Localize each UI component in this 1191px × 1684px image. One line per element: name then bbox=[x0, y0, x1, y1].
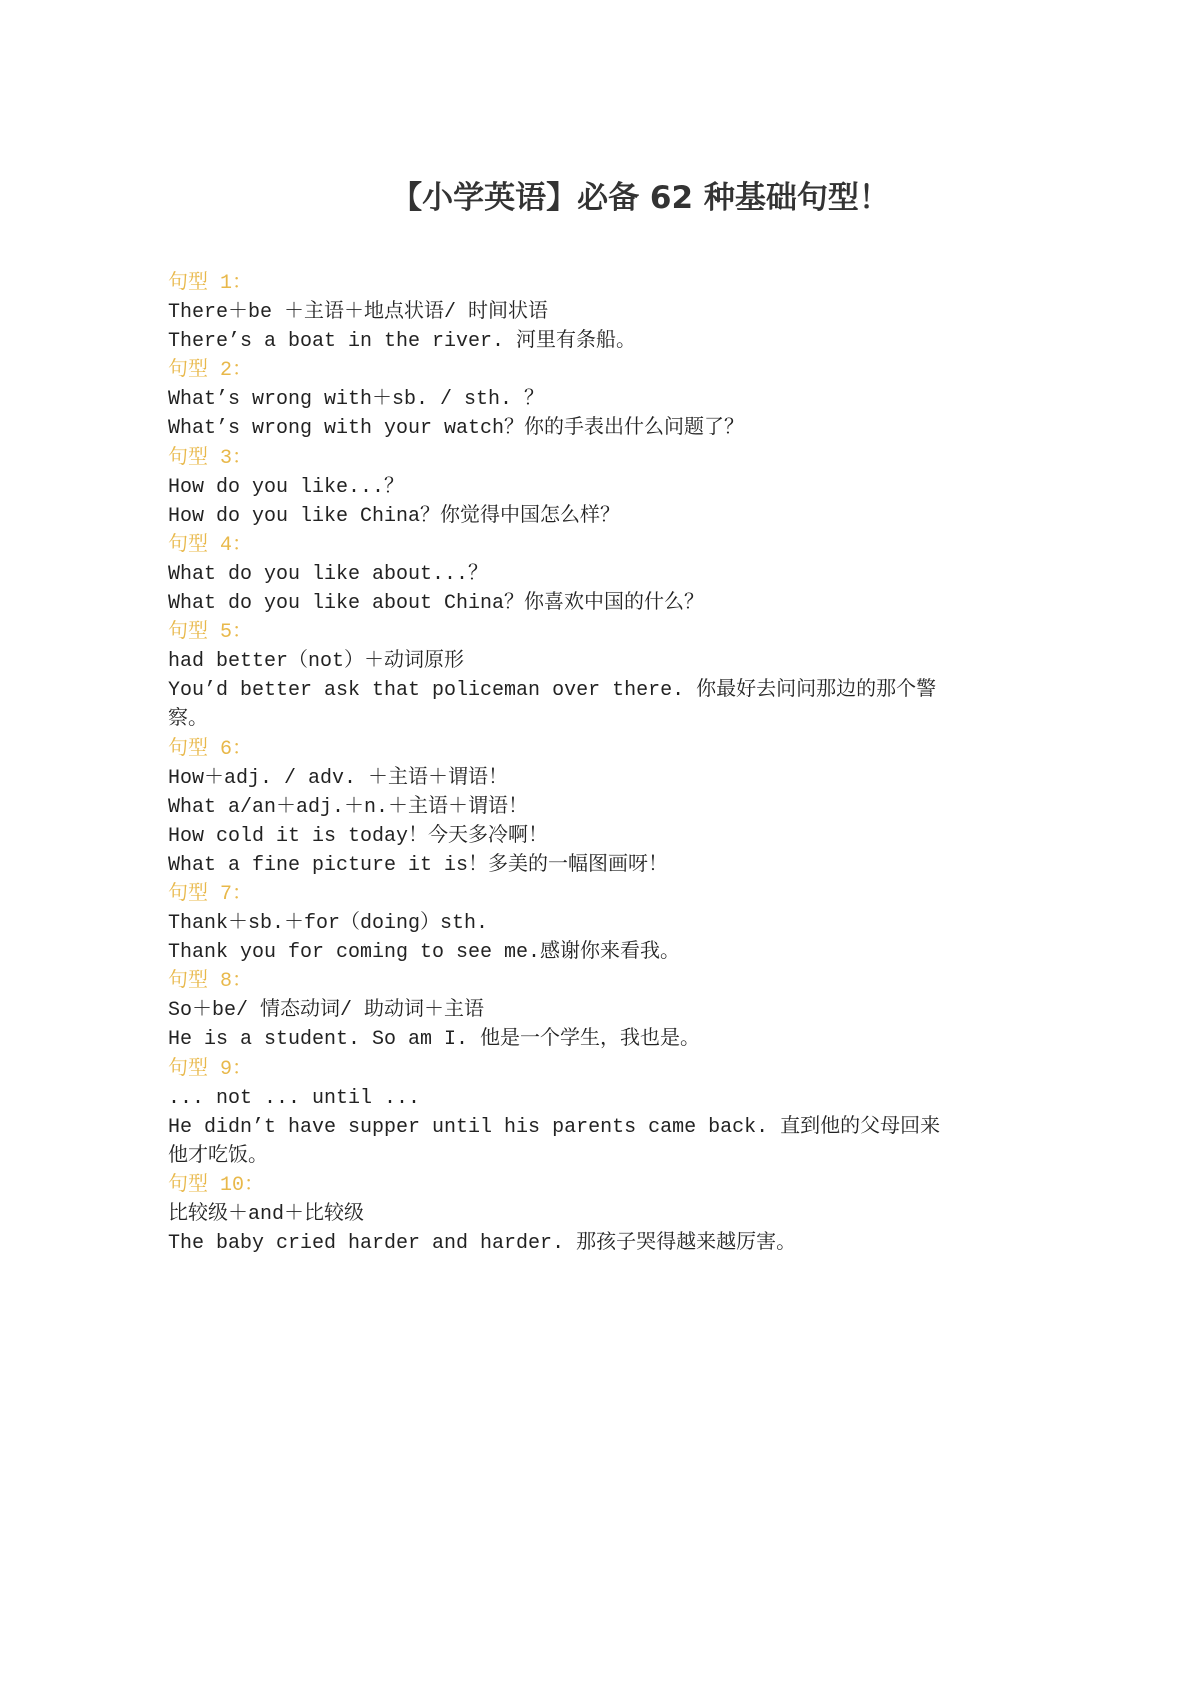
sentence-pattern-section bbox=[168, 967, 946, 1054]
section-heading: 句型 4： bbox=[168, 533, 253, 557]
section-heading: 句型 5： bbox=[168, 621, 253, 645]
sentence-pattern-section bbox=[168, 356, 946, 443]
sentence-pattern-section bbox=[168, 1055, 946, 1171]
pattern-formula: What do you like about...？ bbox=[168, 562, 489, 586]
pattern-formula: ... not ... until ... bbox=[168, 1086, 421, 1110]
section-heading: 句型 3： bbox=[168, 446, 253, 470]
sentence-pattern-section bbox=[168, 618, 946, 734]
section-heading: 句型 8： bbox=[168, 970, 253, 994]
pattern-formula: So＋be/ 情态动词/ 助动词＋主语 bbox=[168, 999, 485, 1023]
sentence-pattern-section bbox=[168, 735, 946, 880]
example-sentence: He didn’t have supper until his parents came back. 直到他的父母回来他才吃饭。 bbox=[168, 1115, 941, 1168]
sentence-pattern-section bbox=[168, 531, 946, 618]
example-sentence: You’d better ask that policeman over there. 你最好去问问那边的那个警察。 bbox=[168, 679, 937, 732]
example-sentence: What a/an＋adj.＋n.＋主语＋谓语！ bbox=[168, 795, 529, 819]
example-sentence: What do you like about China？你喜欢中国的什么？ bbox=[168, 592, 705, 616]
example-sentence: How cold it is today！今天多冷啊！ bbox=[168, 824, 549, 848]
example-sentence: What’s wrong with your watch？你的手表出什么问题了？ bbox=[168, 417, 745, 441]
section-heading: 句型 10： bbox=[168, 1173, 265, 1197]
example-sentence: There’s a boat in the river. 河里有条船。 bbox=[168, 330, 637, 354]
document-title: 【小学英语】必备 62 种基础句型！ bbox=[391, 180, 890, 216]
pattern-formula: How＋adj. / adv. ＋主语＋谓语！ bbox=[168, 766, 509, 790]
sentence-pattern-section bbox=[168, 444, 946, 531]
section-heading: 句型 7： bbox=[168, 882, 253, 906]
example-sentence: He is a student. So am I. 他是一个学生，我也是。 bbox=[168, 1028, 701, 1052]
pattern-formula: 比较级＋and＋比较级 bbox=[168, 1203, 365, 1226]
pattern-formula: How do you like...？ bbox=[168, 475, 405, 499]
section-heading: 句型 9： bbox=[168, 1057, 253, 1081]
section-heading: 句型 6： bbox=[168, 737, 253, 761]
example-sentence: Thank you for coming to see me.感谢你来看我。 bbox=[168, 941, 681, 965]
example-sentence: What a fine picture it is！多美的一幅图画呀！ bbox=[168, 853, 669, 877]
sentence-pattern-section bbox=[168, 269, 946, 356]
sentence-pattern-section bbox=[168, 880, 946, 967]
document-body bbox=[168, 269, 946, 1258]
pattern-formula: What’s wrong with＋sb. / sth. ？ bbox=[168, 388, 545, 412]
pattern-formula: had better（not）＋动词原形 bbox=[168, 650, 465, 674]
sentence-pattern-section bbox=[168, 1171, 946, 1258]
pattern-formula: Thank＋sb.＋for（doing）sth. bbox=[168, 912, 489, 936]
pattern-formula: There＋be ＋主语＋地点状语/ 时间状语 bbox=[168, 301, 549, 325]
section-heading: 句型 1： bbox=[168, 272, 253, 295]
section-heading: 句型 2： bbox=[168, 359, 253, 383]
example-sentence: How do you like China？你觉得中国怎么样？ bbox=[168, 504, 621, 528]
example-sentence: The baby cried harder and harder. 那孩子哭得越来越厉害。 bbox=[168, 1232, 797, 1256]
